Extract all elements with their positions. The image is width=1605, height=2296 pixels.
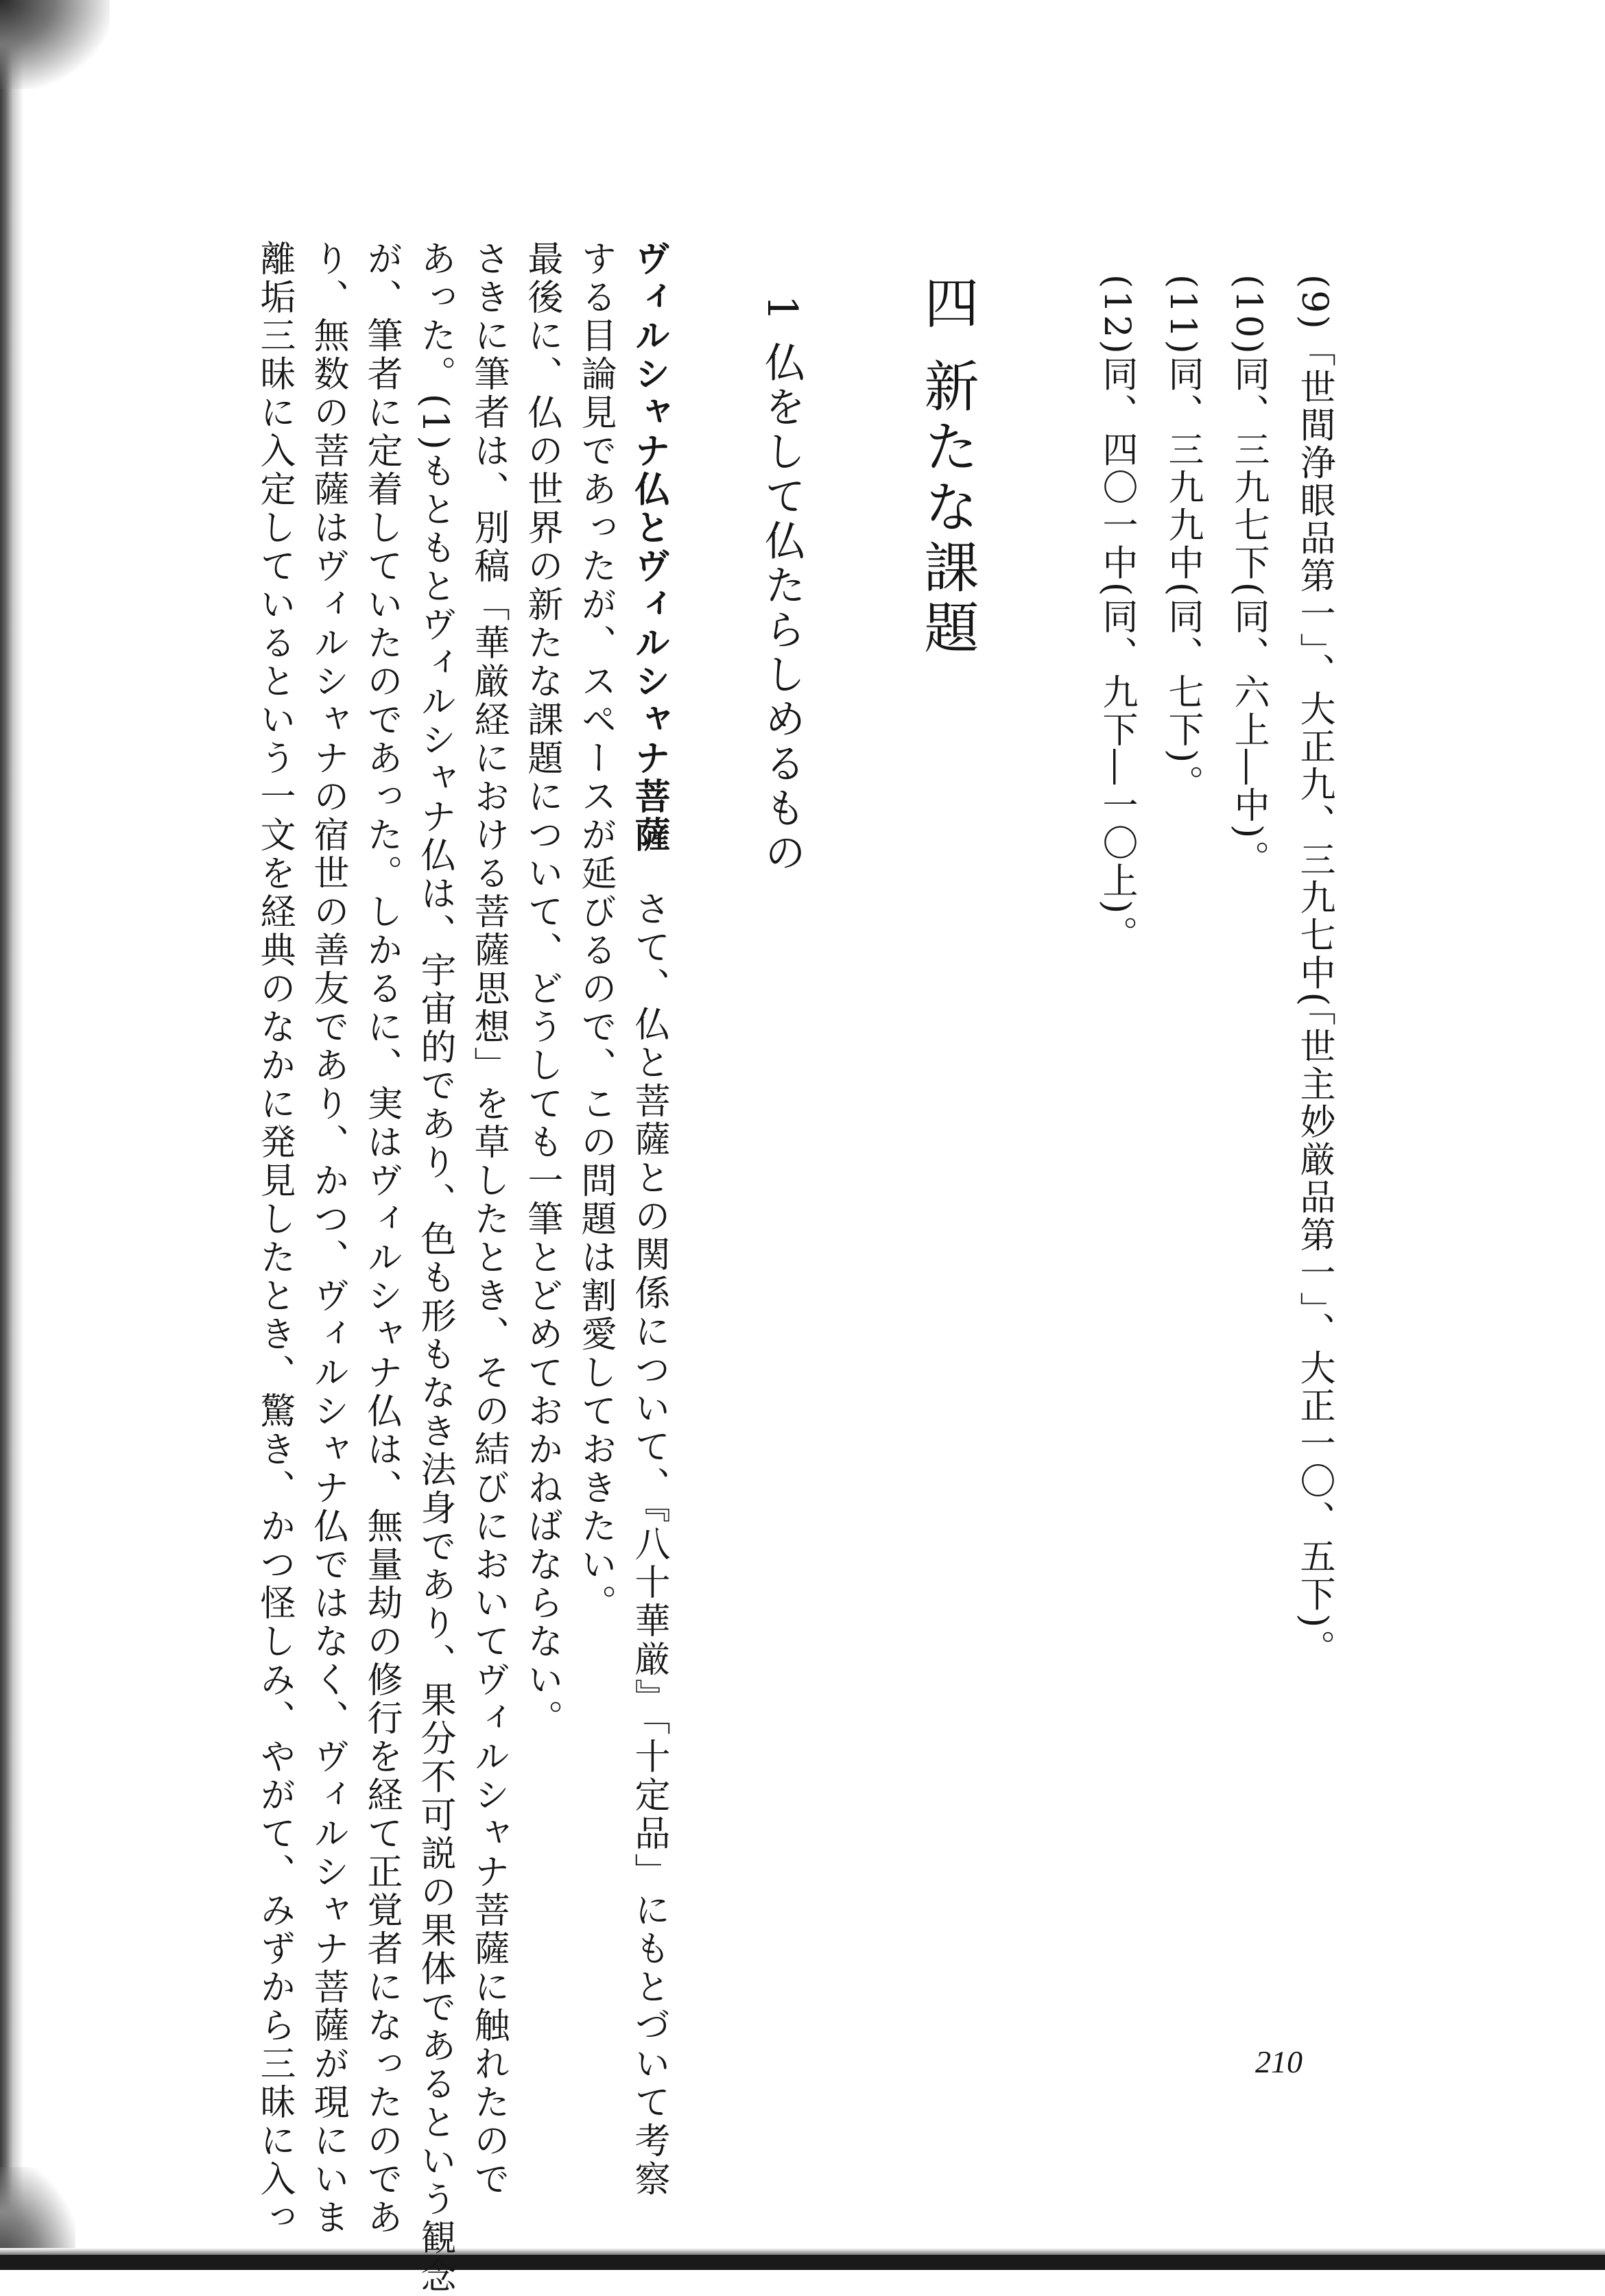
footnote-9 xyxy=(1294,274,1335,1668)
body-line-4: さきに筆者は、別稿「華厳経における菩薩思想」を草したとき、その結びにおいてヴィルシャナ菩薩に触れたので xyxy=(468,240,509,2199)
body-line-1 xyxy=(628,240,669,2199)
body-line-5: あった。(1)もともとヴィルシャナ仏は、宇宙的であり、色も形もなき法身であり、果分不可説の果体であるという観念 xyxy=(414,240,455,2296)
footnote-text: 同、三九九中(同、七下)。 xyxy=(1162,355,1203,803)
footnote-marker: (11) xyxy=(1162,274,1203,356)
subsection-title: 1 仏をして仏たらしめるもの xyxy=(758,295,806,876)
body-line-text: さて、仏と菩薩との関係について、『八十華厳』「十定品」にもとづいて考察 xyxy=(628,890,669,2199)
body-line-8: 離垢三昧に入定しているという一文を経典のなかに発見したとき、驚き、かつ怪しみ、やがて、みずから三昧に入っ xyxy=(254,240,295,2237)
footnote-marker: (12) xyxy=(1096,274,1137,356)
footnote-text: 同、三九七下(同、六上―中)。 xyxy=(1228,355,1269,878)
scan-shadow-bottom-fade xyxy=(0,2248,1605,2255)
paragraph-heading: ヴィルシャナ仏とヴィルシャナ菩薩 xyxy=(628,240,669,854)
scan-shadow-left xyxy=(0,0,23,2243)
footnote-12 xyxy=(1096,274,1137,954)
page-number: 210 xyxy=(1255,2044,1303,2079)
footnote-10 xyxy=(1228,274,1269,878)
footnote-text: 「世間浄眼品第一」、大正九、三九七中(「世主妙厳品第一」、大正一〇、五下)。 xyxy=(1294,331,1335,1668)
body-line-2: する目論見であったが、スペースが延びるので、この問題は割愛しておきたい。 xyxy=(575,240,616,1623)
footnote-marker: (9) xyxy=(1294,274,1335,331)
body-line-6: が、筆者に定着していたのであった。しかるに、実はヴィルシャナ仏は、無量劫の修行を経て正覚者になったのであ xyxy=(361,240,402,2237)
body-line-7: り、無数の菩薩はヴィルシャナの宿世の善友であり、かつ、ヴィルシャナ仏ではなく、ヴィルシャナ菩薩が現にいま xyxy=(307,240,348,2237)
footnote-text: 同、四〇一中(同、九下―一〇上)。 xyxy=(1096,355,1137,954)
scan-shadow-bottom xyxy=(0,2255,1605,2270)
footnote-marker: (10) xyxy=(1228,274,1269,356)
scan-shadow-top-corner xyxy=(0,0,110,89)
section-title: 四 新たな課題 xyxy=(915,274,979,660)
footnote-11 xyxy=(1162,274,1203,803)
body-line-3: 最後に、仏の世界の新たな課題について、どうしても一筆とどめておかねばならない。 xyxy=(521,240,562,1738)
